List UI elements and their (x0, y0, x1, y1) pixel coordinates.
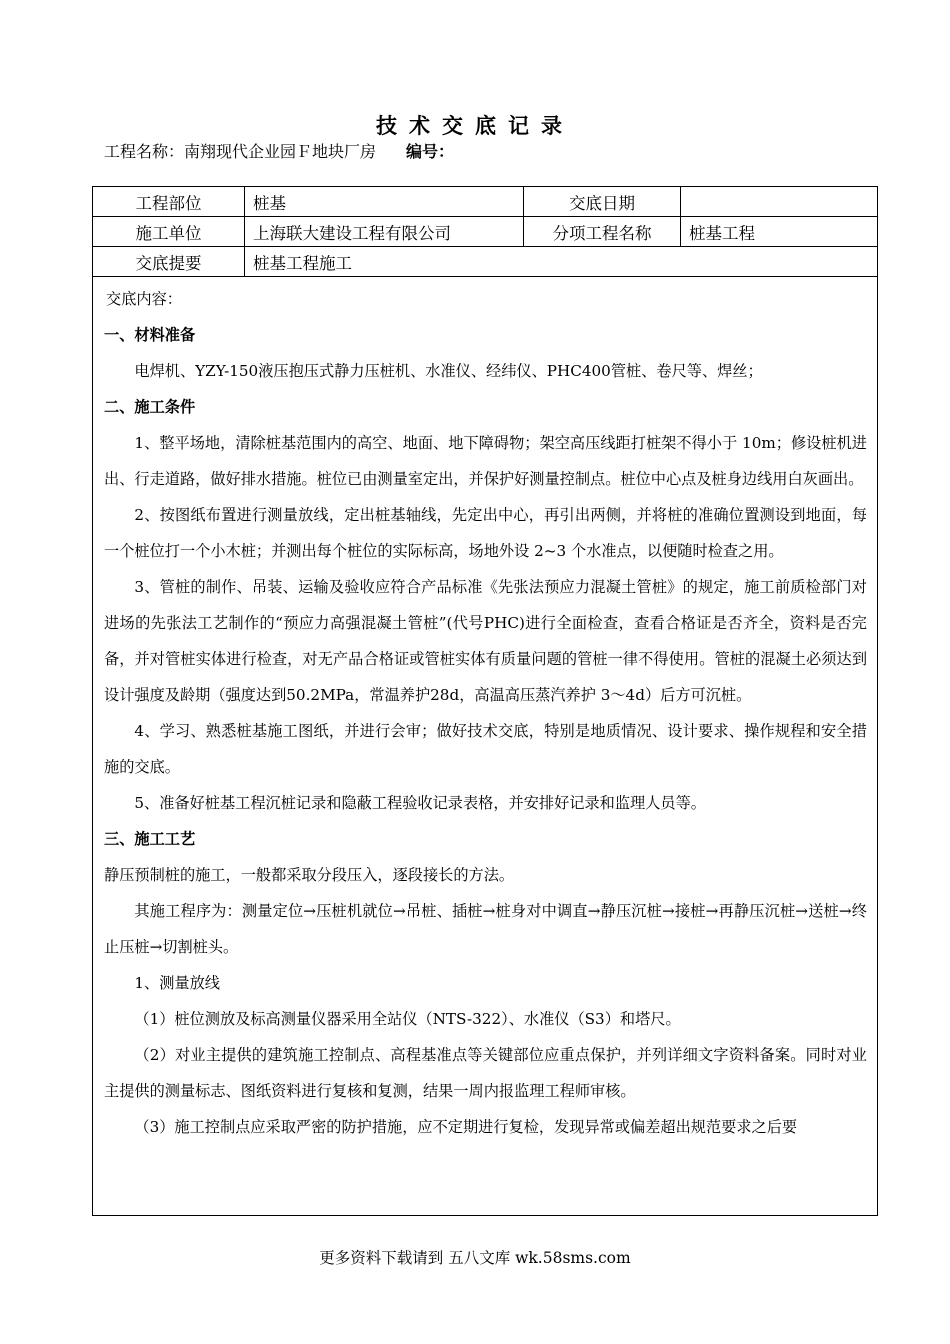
document-title: 技术交底记录 (376, 114, 574, 138)
project-header (104, 139, 454, 162)
cell-value-part: 桩基 (245, 187, 524, 217)
cell-value-summary: 桩基工程施工 (245, 247, 878, 277)
content-body (93, 275, 877, 1145)
cell-value-unit: 上海联大建设工程有限公司 (245, 217, 524, 247)
paragraph: 其施工程序为：测量定位→压桩机就位→吊桩、插桩→桩身对中调直→静压沉桩→接桩→再静压沉桩→送桩→终止压桩→切割桩头。 (104, 902, 867, 956)
content-box (92, 275, 878, 1216)
table-row (93, 247, 878, 277)
paragraph: 4、学习、熟悉桩基施工图纸，并进行会审；做好技术交底，特别是地质情况、设计要求、操作规程和安全措施的交底。 (104, 722, 867, 776)
cell-label-unit: 施工单位 (93, 217, 245, 247)
paragraph: 5、准备好桩基工程沉桩记录和隐蔽工程验收记录表格，并安排好记录和监理人员等。 (134, 794, 706, 812)
section-heading-process: 三、施工工艺 (104, 830, 196, 848)
table-row (93, 187, 878, 217)
info-table (92, 186, 878, 277)
paragraph: 2、按图纸布置进行测量放线，定出桩基轴线，先定出中心，再引出两侧，并将桩的准确位置测设到地面，每一个桩位打一个小木桩；并测出每个桩位的实际标高，场地外设 2~3 个水准点，以便随时检查之用。 (104, 506, 867, 560)
section-heading-materials: 一、材料准备 (104, 326, 196, 344)
section-heading-conditions: 二、施工条件 (104, 398, 196, 416)
footer-text: 更多资料下载请到 五八文库 wk.58sms.com (319, 1249, 631, 1267)
paragraph: 3、管桩的制作、吊装、运输及验收应符合产品标准《先张法预应力混凝土管桩》的规定，施工前质检部门对进场的先张法工艺制作的“预应力高强混凝土管桩”(代号PHC)进行全面检查，查看合格证是否齐全，资料是否完备，并对管桩实体进行检查，对无产品合格证或管桩实体有质量问题的管桩一律不得使用。管桩的混凝土必须达到设计强度及龄期（强度达到50.2MPa，常温养护28d，高温高压蒸汽养护 3～4d）后方可沉桩。 (104, 578, 867, 704)
cell-label-part: 工程部位 (93, 187, 245, 217)
cell-label-summary: 交底提要 (93, 247, 245, 277)
paragraph: （1）桩位测放及标高测量仪器采用全站仪（NTS-322）、水准仪（S3）和塔尺。 (134, 1010, 681, 1028)
cell-label-date: 交底日期 (524, 187, 681, 217)
project-name-label: 工程名称：南翔现代企业园Ｆ地块厂房 (104, 142, 377, 161)
content-intro: 交底内容： (106, 290, 182, 308)
paragraph: （2）对业主提供的建筑施工控制点、高程基准点等关键部位应重点保护，并列详细文字资料备案。同时对业主提供的测量标志、图纸资料进行复核和复测，结果一周内报监理工程师审核。 (104, 1046, 867, 1100)
cell-value-date (681, 187, 878, 217)
number-label: 编号： (406, 142, 455, 161)
cell-value-subproject: 桩基工程 (681, 217, 878, 247)
paragraph: 电焊机、YZY-150液压抱压式静力压桩机、水准仪、经纬仪、PHC400管桩、卷尺等、焊丝； (134, 362, 763, 380)
table-row (93, 217, 878, 247)
subsection-heading: 1、测量放线 (134, 974, 220, 992)
paragraph: 1、整平场地，清除桩基范围内的高空、地面、地下障碍物；架空高压线距打桩架不得小于 10m；修设桩机进出、行走道路，做好排水措施。桩位已由测量室定出，并保护好测量控制点。桩位中心点及桩身边线用白灰画出。 (104, 434, 867, 488)
paragraph: 静压预制桩的施工，一般都采取分段压入，逐段接长的方法。 (104, 866, 515, 884)
cell-label-subproject: 分项工程名称 (524, 217, 681, 247)
paragraph: （3）施工控制点应采取严密的防护措施，应不定期进行复检，发现异常或偏差超出规范要求之后要 (134, 1118, 798, 1136)
